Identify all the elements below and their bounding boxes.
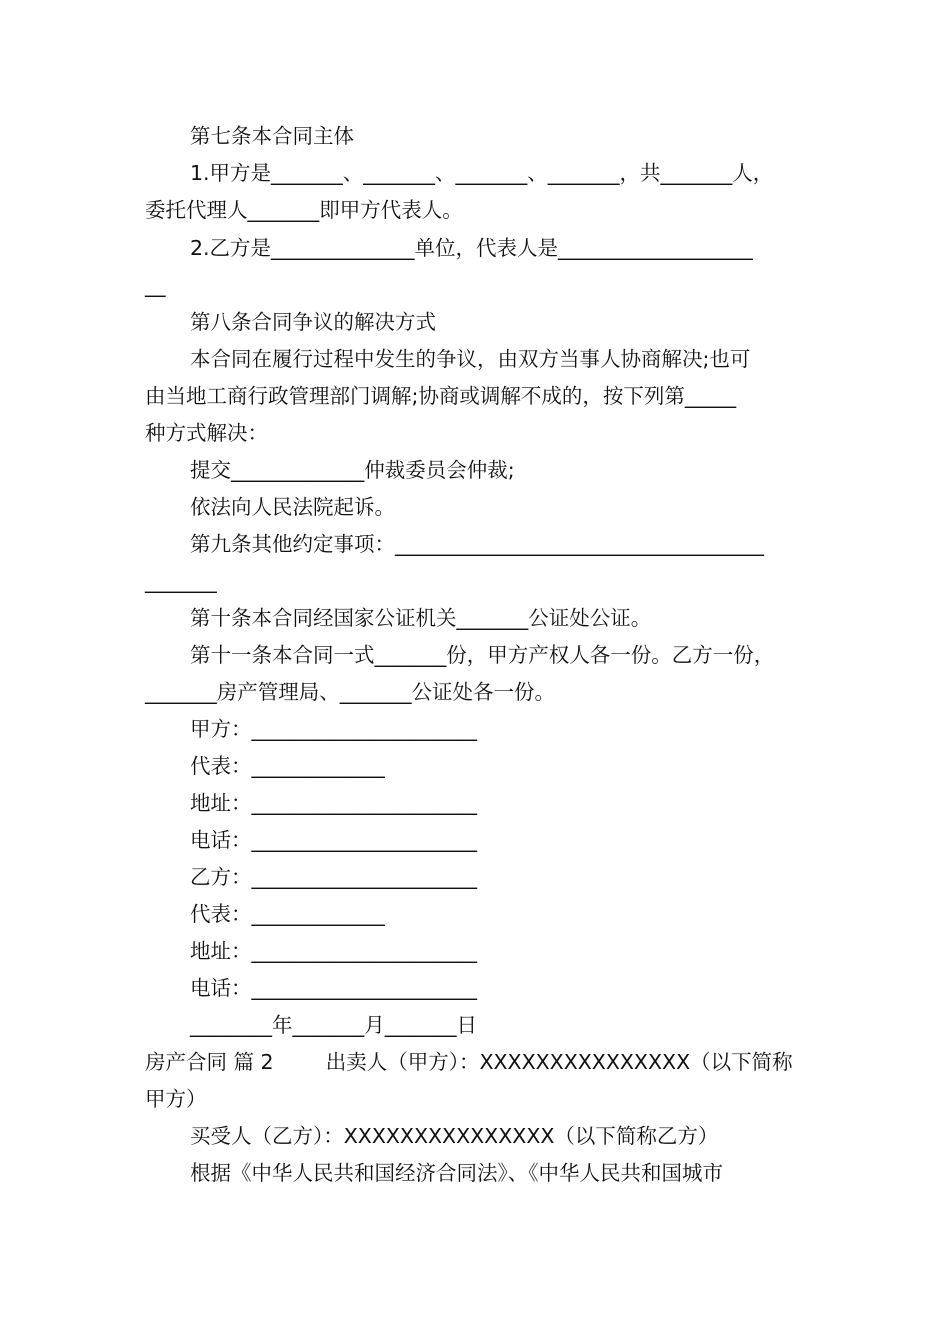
arbitration-option: 提交_____________仲裁委员会仲裁;	[190, 458, 515, 482]
signature-address-b: 地址：______________________	[190, 939, 477, 963]
dispute-paragraph-line-2: 由当地工商行政管理部门调解;协商或调解不成的，按下列第_____	[145, 384, 737, 408]
signature-rep-a: 代表：_____________	[190, 754, 385, 778]
article-9-line-cont: _______	[145, 569, 217, 593]
basis-line: 根据《中华人民共和国经济合同法》、《中华人民共和国城市	[190, 1161, 723, 1185]
article-9-line: 第九条其他约定事项：____________________________________	[190, 532, 764, 556]
article-7-heading: 第七条本合同主体	[190, 124, 354, 148]
court-option: 依法向人民法院起诉。	[190, 495, 395, 519]
party-b-line: 2.乙方是______________单位，代表人是___________________	[190, 236, 753, 260]
signature-phone-a: 电话：______________________	[190, 828, 477, 852]
signature-phone-b: 电话：______________________	[190, 976, 477, 1000]
article-11-line: 第十一条本合同一式_______份，甲方产权人各一份。乙方一份，	[190, 643, 775, 667]
article-10-line: 第十条本合同经国家公证机关_______公证处公证。	[190, 606, 652, 630]
agent-line: 委托代理人_______即甲方代表人。	[145, 198, 463, 222]
article-11-line-cont: _______房产管理局、_______公证处各一份。	[145, 680, 555, 704]
signature-party-b: 乙方：______________________	[190, 865, 477, 889]
dispute-paragraph-line-1: 本合同在履行过程中发生的争议，由双方当事人协商解决;也可	[190, 347, 751, 371]
party-a-line: 1.甲方是_______、_______、_______、_______，共_______人，	[190, 161, 774, 185]
buyer-line: 买受人（乙方）：XXXXXXXXXXXXXXX（以下简称乙方）	[190, 1124, 719, 1148]
signature-rep-b: 代表：_____________	[190, 902, 385, 926]
contract-2-heading-cont: 甲方）	[145, 1087, 207, 1111]
dispute-paragraph-line-3: 种方式解决：	[145, 421, 268, 445]
contract-2-heading: 房产合同 篇 2 出卖人（甲方）：XXXXXXXXXXXXXXX（以下简称	[145, 1050, 793, 1074]
article-8-heading: 第八条合同争议的解决方式	[190, 310, 436, 334]
signature-party-a: 甲方：______________________	[190, 717, 477, 741]
signature-address-a: 地址：______________________	[190, 791, 477, 815]
party-b-line-cont: __	[145, 273, 166, 297]
signature-date: ________年_______月_______日	[190, 1013, 477, 1037]
